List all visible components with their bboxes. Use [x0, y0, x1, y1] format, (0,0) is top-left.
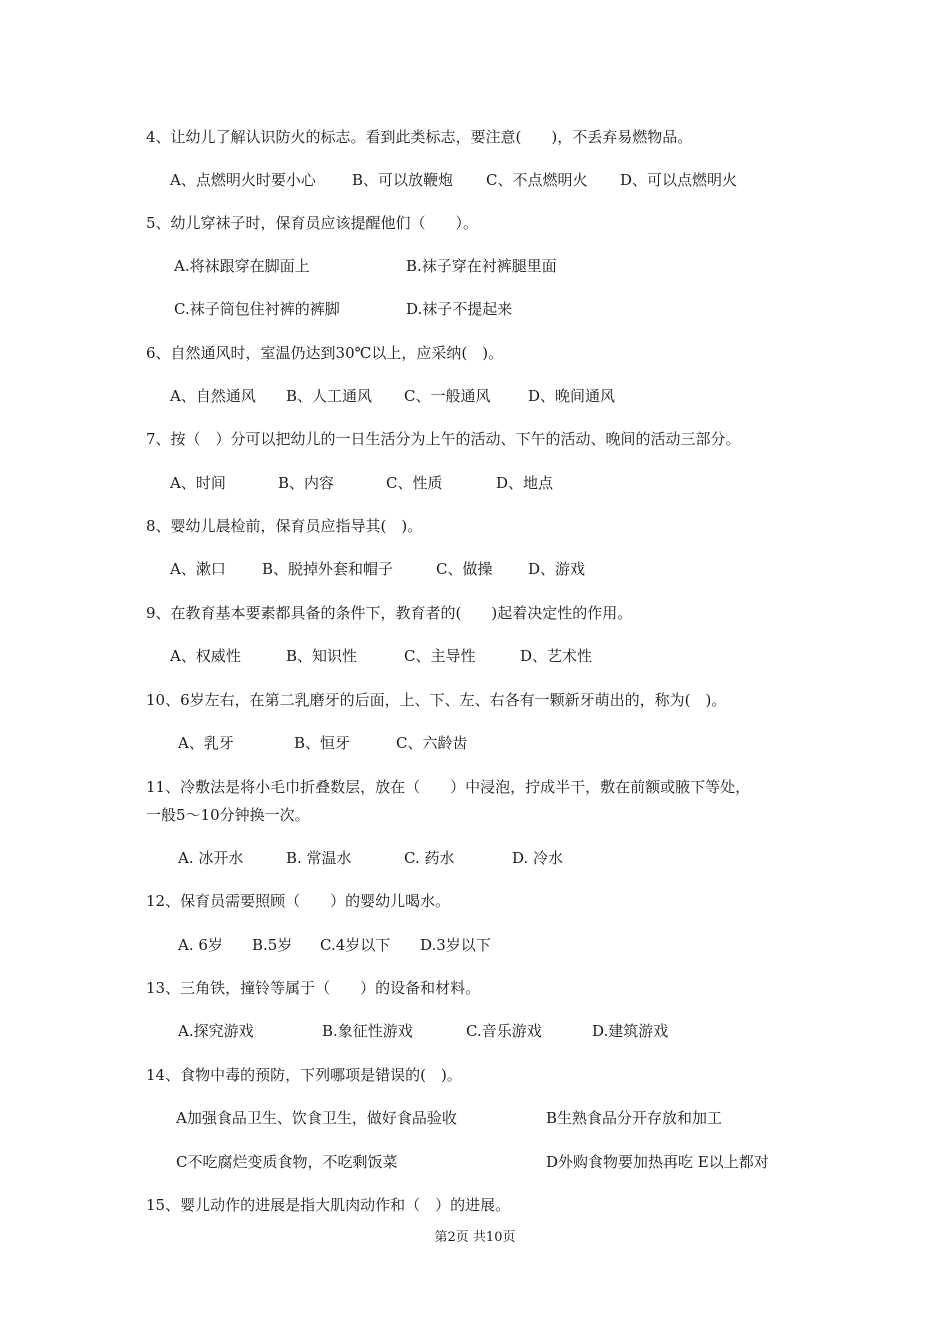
question-15: 15、婴儿动作的进展是指大肌肉动作和（ ）的进展。 — [146, 1196, 511, 1214]
option-b: B、脱掉外套和帽子 — [262, 560, 394, 578]
option-d: D.3岁以下 — [420, 936, 491, 954]
option-a: A、点燃明火时要小心 — [170, 171, 316, 189]
question-13: 13、三角铁，撞铃等属于（ ）的设备和材料。 — [146, 979, 481, 997]
option-b: B生熟食品分开存放和加工 — [546, 1109, 723, 1127]
page-number: 第2页 共10页 — [434, 1230, 516, 1245]
option-a: A加强食品卫生、饮食卫生，做好食品验收 — [176, 1109, 457, 1127]
question-10: 10、6岁左右，在第二乳磨牙的后面，上、下、左、右各有一颗新牙萌出的，称为( )。 — [146, 691, 727, 709]
question-12: 12、保育员需要照顾（ ）的婴幼儿喝水。 — [146, 892, 451, 910]
option-c: C、六龄齿 — [396, 734, 468, 752]
option-c: C、性质 — [386, 474, 443, 492]
question-5: 5、幼儿穿袜子时，保育员应该提醒他们（ ）。 — [146, 214, 479, 232]
question-14: 14、食物中毒的预防，下列哪项是错误的( )。 — [146, 1066, 462, 1084]
option-d: D.袜子不提起来 — [406, 300, 513, 318]
option-a: A、时间 — [170, 474, 226, 492]
option-b: B、恒牙 — [294, 734, 351, 752]
option-a: A. 冰开水 — [178, 849, 244, 867]
option-b: B、内容 — [278, 474, 335, 492]
question-9: 9、在教育基本要素都具备的条件下，教育者的( )起着决定性的作用。 — [146, 604, 633, 622]
question-11: 11、冷敷法是将小毛巾折叠数层，放在（ ）中浸泡，拧成半干，敷在前额或腋下等处， — [146, 778, 751, 796]
question-11-continued: 一般5～10分钟换一次。 — [146, 806, 310, 824]
option-c: C、主导性 — [404, 647, 476, 665]
option-b: B. 常温水 — [286, 849, 352, 867]
option-b: B.袜子穿在衬裤腿里面 — [406, 257, 557, 275]
question-8: 8、婴幼儿晨检前，保育员应指导其( )。 — [146, 517, 423, 535]
option-d: D、地点 — [496, 474, 554, 492]
option-a: A、漱口 — [170, 560, 226, 578]
option-a: A、乳牙 — [178, 734, 234, 752]
option-b: B.象征性游戏 — [322, 1022, 413, 1040]
option-c: C、不点燃明火 — [486, 171, 588, 189]
option-c: C.音乐游戏 — [466, 1022, 542, 1040]
option-d: D外购食物要加热再吃 E以上都对 — [546, 1153, 769, 1171]
question-7: 7、按（ ）分可以把幼儿的一日生活分为上午的活动、下午的活动、晚间的活动三部分。 — [146, 430, 741, 448]
option-b: B.5岁 — [252, 936, 293, 954]
option-c: C、做操 — [436, 560, 493, 578]
option-c: C. 药水 — [404, 849, 455, 867]
option-a: A.将袜跟穿在脚面上 — [174, 257, 310, 275]
option-d: D、可以点燃明火 — [620, 171, 738, 189]
option-c: C不吃腐烂变质食物，不吃剩饭菜 — [176, 1153, 398, 1171]
option-d: D、艺术性 — [520, 647, 593, 665]
option-b: B、知识性 — [286, 647, 358, 665]
option-d: D、晚间通风 — [528, 387, 616, 405]
option-d: D.建筑游戏 — [592, 1022, 669, 1040]
option-a: A、自然通风 — [170, 387, 256, 405]
option-c: C、一般通风 — [404, 387, 491, 405]
option-d: D、游戏 — [528, 560, 586, 578]
option-a: A.探究游戏 — [178, 1022, 254, 1040]
option-a: A. 6岁 — [178, 936, 223, 954]
option-c: C.袜子筒包住衬裤的裤脚 — [174, 300, 340, 318]
question-4: 4、让幼儿了解认识防火的标志。看到此类标志，要注意( )，不丢弃易燃物品。 — [146, 128, 693, 146]
option-a: A、权威性 — [170, 647, 241, 665]
question-6: 6、自然通风时，室温仍达到30℃以上，应采纳( )。 — [146, 344, 504, 362]
option-d: D. 冷水 — [512, 849, 564, 867]
option-c: C.4岁以下 — [320, 936, 391, 954]
option-b: B、可以放鞭炮 — [352, 171, 454, 189]
option-b: B、人工通风 — [286, 387, 373, 405]
